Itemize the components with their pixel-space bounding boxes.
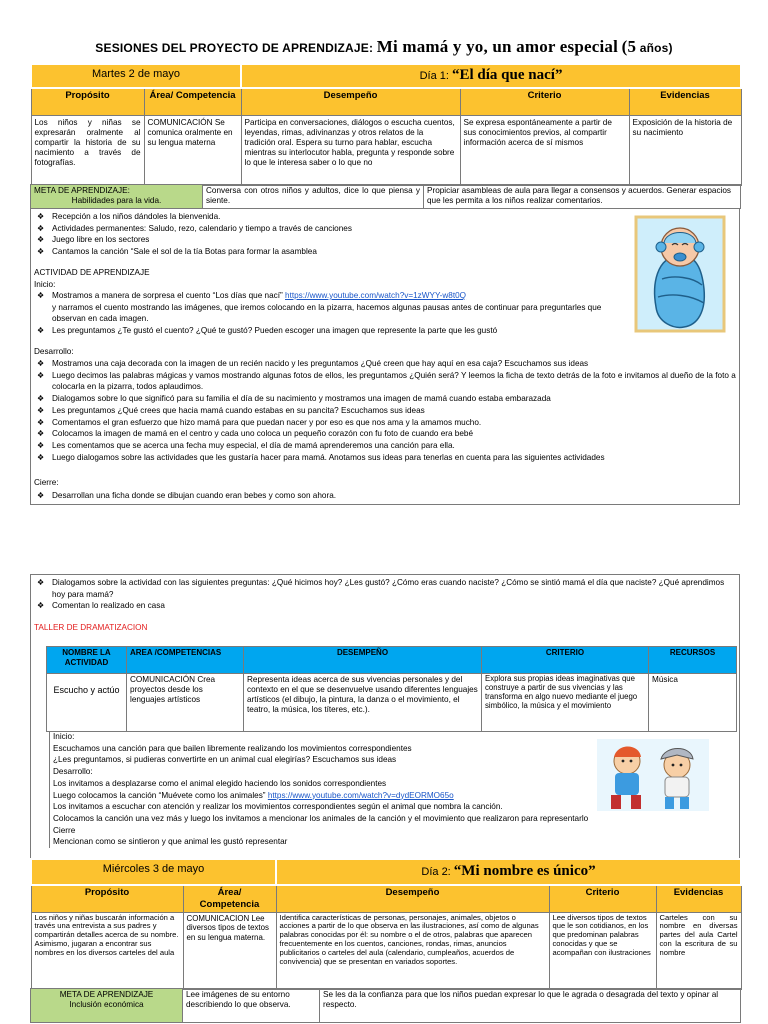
inicio-label: Inicio: bbox=[34, 279, 56, 289]
day1-title-cell bbox=[241, 64, 741, 88]
header-proposito: Propósito bbox=[31, 88, 144, 115]
story-video-link[interactable]: https://www.youtube.com/watch?v=1zWYY-w8t0Q bbox=[285, 291, 467, 300]
title-prefix: SESIONES DEL PROYECTO DE APRENDIZAJE: bbox=[95, 41, 374, 55]
header-evidencias: Evidencias bbox=[656, 885, 741, 912]
taller-line: Los invitamos a desplazarse como el animal elegido haciendo los sonidos correspondientes bbox=[53, 778, 387, 788]
day2-meta-table bbox=[30, 988, 741, 1023]
diamond-bullet-icon: ❖ bbox=[37, 452, 45, 462]
taller-line: Mencionan como se sintieron y que animal les gustó representar bbox=[53, 837, 288, 847]
diamond-bullet-icon: ❖ bbox=[37, 247, 45, 257]
day1-evidencias: Exposición de la historia de su nacimiento bbox=[629, 115, 741, 185]
day2-prefix: Día 2: bbox=[421, 866, 454, 878]
list-item: ❖ Les preguntamos ¿Qué crees que hacia mamá cuando estabas en su pancita? Escuchamos sus ideas bbox=[37, 405, 425, 415]
age-text: años) bbox=[639, 41, 673, 55]
day1-meta-label: META DE APRENDIZAJE: bbox=[34, 186, 130, 195]
page2-box bbox=[30, 574, 740, 864]
taller-line: Colocamos la canción una vez más y luego los invitamos a mencionar los animales de la canción y el movimiento que realizaron para representarlo bbox=[53, 813, 589, 823]
diamond-bullet-icon: ❖ bbox=[37, 578, 45, 587]
diamond-bullet-icon: ❖ bbox=[37, 601, 45, 611]
taller-line: Escuchamos una canción para que bailen libremente realizando los movimientos correspondientes bbox=[53, 743, 412, 753]
header-evidencias: Evidencias bbox=[629, 88, 741, 115]
header-area: Área/ Competencia bbox=[183, 885, 276, 912]
taller-criterio: Explora sus propias ideas imaginativas que construye a partir de sus vivencias y las transforma en algo nuevo mediante el juego simbólico, la música y el movimiento bbox=[482, 674, 649, 732]
diamond-bullet-icon: ❖ bbox=[37, 440, 45, 450]
day2-date-cell bbox=[31, 859, 276, 885]
day1-meta-table bbox=[30, 184, 741, 209]
taller-title: TALLER DE DRAMATIZACION bbox=[34, 623, 148, 632]
day1-proposito: Los niños y niñas se expresarán oralmente al compartir la historia de su nacimiento a través de fotografías. bbox=[31, 115, 144, 185]
day1-meta-cell bbox=[31, 185, 203, 209]
animals-song-link[interactable]: https://www.youtube.com/watch?v=dydEORMO65o bbox=[267, 790, 454, 800]
diamond-bullet-icon: ❖ bbox=[37, 429, 45, 439]
list-item: ❖ Comentamos el gran esfuerzo que hizo mamá para que puedan nacer y por eso es que nos ama y la amamos mucho. bbox=[37, 417, 482, 427]
taller-line: Inicio: bbox=[53, 732, 75, 741]
day1-title: “El día que nací” bbox=[452, 67, 563, 83]
day1-area: COMUNICACIÓN Se comunica oralmente en su lengua materna bbox=[144, 115, 241, 185]
day2-meta-cell bbox=[31, 989, 183, 1023]
day1-routines bbox=[31, 211, 631, 258]
day1-inicio-list bbox=[31, 290, 631, 337]
day1-prefix: Día 1: bbox=[419, 70, 452, 82]
header-criterio: Criterio bbox=[460, 88, 629, 115]
diamond-bullet-icon: ❖ bbox=[37, 223, 45, 233]
list-item: ❖ Les preguntamos ¿Te gustó el cuento? ¿Qué te gustó? Pueden escoger una imagen que represente la parte que les gustó bbox=[37, 326, 498, 336]
taller-name: Escucho y actúo bbox=[47, 674, 127, 732]
list-item: ❖ Comentan lo realizado en casa bbox=[37, 601, 165, 611]
list-item: ❖ Cantamos la canción “Sale el sol de la tía Botas para formar la asamblea bbox=[37, 247, 317, 257]
list-item: ❖ Juego libre en los sectores bbox=[37, 235, 150, 245]
list-item: ❖ Luego dialogamos sobre las actividades que les gustaría hacer para mamá. Anotamos sus ideas para tenerlas en cuenta para las siguientes actividades bbox=[37, 452, 605, 462]
list-item: ❖ Mostramos a manera de sorpresa el cuento “Los días que nací” https://www.youtube.com/watch?v=1zWYY-w8t0Q y narramos el cuento mostrando las imágenes, que iremos colocando en la pizarra, hacemos algunas pausas antes de continuar para preguntarles que observan en cada imagen. bbox=[37, 291, 602, 324]
diamond-bullet-icon: ❖ bbox=[37, 370, 45, 380]
project-name: Mi mamá y yo, un amor especial bbox=[376, 37, 619, 56]
list-item: ❖ Dialogamos sobre lo que significó para su familia el día de su nacimiento y mostramos una imagen de mamá cuando estaba embarazada bbox=[37, 394, 551, 404]
diamond-bullet-icon: ❖ bbox=[37, 326, 45, 336]
taller-header-name: NOMBRE LA ACTIVIDAD bbox=[47, 647, 127, 674]
desarrollo-label: Desarrollo: bbox=[34, 347, 74, 356]
day1-meta-value: Habilidades para la vida. bbox=[71, 196, 162, 205]
header-area: Área/ Competencia bbox=[144, 88, 241, 115]
age-number: (5 bbox=[621, 37, 637, 56]
day2-date: Miércoles 3 de mayo bbox=[102, 863, 205, 875]
diamond-bullet-icon: ❖ bbox=[37, 235, 45, 245]
diamond-bullet-icon: ❖ bbox=[37, 491, 45, 500]
diamond-bullet-icon: ❖ bbox=[37, 212, 45, 221]
diamond-bullet-icon: ❖ bbox=[37, 359, 45, 368]
activity-heading bbox=[34, 267, 150, 290]
day2-meta-desc: Lee imágenes de su entorno describiendo lo que observa. bbox=[183, 989, 320, 1023]
day1-meta-strategy: Propiciar asambleas de aula para llegar a consensos y acuerdos. Generar espacios que les permita a los niños realizar comentarios. bbox=[424, 185, 741, 209]
taller-desempeno: Representa ideas acerca de sus vivencias personales y del contexto en el que se desenvuelve usando diferentes lenguajes artísticos (el dibujo, la pintura, la danza o el movimiento, el teatro, la música, los títeres, etc.). bbox=[244, 674, 482, 732]
taller-table bbox=[46, 646, 737, 732]
taller-line: Luego colocamos la canción “Muévete como los animales” https://www.youtube.com/watch?v=dydEORMO65o bbox=[53, 790, 454, 800]
day2-table bbox=[30, 858, 742, 990]
activity-label: ACTIVIDAD DE APRENDIZAJE bbox=[34, 268, 150, 277]
list-item: ❖ Luego decimos las palabras mágicas y vamos mostrando algunas fotos de ellos, les preguntamos ¿Quién será? Y leemos la ficha de texto detrás de la foto e invitamos al dueño de la foto a colocarla en la pizarra, todos aplaudimos. bbox=[37, 370, 736, 392]
taller-line: Los invitamos a escuchar con atención y realizar los movimientos correspondientes según el animal que nombra la canción. bbox=[53, 802, 503, 812]
list-item: ❖ Recepción a los niños dándoles la bienvenida. bbox=[37, 212, 221, 221]
day1-criterio: Se expresa espontáneamente a partir de sus conocimientos previos, al compartir información acerca de sí mismos bbox=[460, 115, 629, 185]
day2-title-cell bbox=[276, 859, 741, 885]
day1-meta-desc: Conversa con otros niños y adultos, dice lo que piensa y siente. bbox=[203, 185, 424, 209]
header-proposito: Propósito bbox=[31, 885, 183, 912]
children-illustration bbox=[597, 739, 709, 811]
diamond-bullet-icon: ❖ bbox=[37, 394, 45, 404]
day1-date-cell bbox=[31, 64, 241, 88]
header-desempeno: Desempeño bbox=[241, 88, 460, 115]
header-desempeno: Desempeño bbox=[276, 885, 549, 912]
page2-cierre-list bbox=[31, 577, 737, 612]
diamond-bullet-icon: ❖ bbox=[37, 291, 45, 300]
diamond-bullet-icon: ❖ bbox=[37, 417, 45, 427]
diamond-bullet-icon: ❖ bbox=[37, 405, 45, 415]
taller-line: ¿Les preguntamos, si pudieras convertirte en un animal cual elegirías? Escuchamos sus ideas bbox=[53, 755, 397, 765]
taller-line: Cierre bbox=[53, 825, 76, 835]
taller-area: COMUNICACIÓN Crea proyectos desde los lenguajes artísticos bbox=[127, 674, 244, 732]
document-title bbox=[0, 37, 768, 58]
day1-date: Martes 2 de mayo bbox=[91, 68, 181, 80]
day2-desempeno: Identifica características de personas, personajes, animales, objetos o acciones a partir de lo que observa en las ilustraciones, así como de algunas palabras conocidas por él: su nombre o el de otros, palabras que aparecen frecuentemente en los cuentos, canciones, rondas, rimas, anuncios publicitarios o carteles del aula (calendario, cumpleaños, acuerdos de convivencia) que se presentan en variados soportes. bbox=[276, 912, 549, 989]
day2-title: “Mi nombre es único” bbox=[453, 863, 596, 879]
taller-header-area: AREA /COMPETENCIAS bbox=[127, 647, 244, 674]
day2-evidencias: Carteles con su nombre en diversas partes del aula Cartel con la escritura de su nombre bbox=[656, 912, 741, 989]
day2-meta-label: META DE APRENDIZAJE bbox=[59, 990, 154, 999]
baby-illustration bbox=[634, 215, 726, 333]
day1-cierre-list bbox=[31, 490, 731, 502]
day1-desempeno: Participa en conversaciones, diálogos o escucha cuentos, leyendas, rimas, adivinanzas y otros relatos de la tradición oral. Espera su turno para hablar, escucha mientras su interlocutor habla, pregunta y responde sobre lo que le interesa saber o lo que no bbox=[241, 115, 460, 185]
day2-criterio: Lee diversos tipos de textos que le son cotidianos, en los que predominan palabras conocidas y que se acompañan con ilustraciones bbox=[549, 912, 656, 989]
taller-header-criterio: CRITERIO bbox=[482, 647, 649, 674]
day2-meta-value: Inclusión económica bbox=[69, 1000, 144, 1009]
cierre-label: Cierre: bbox=[34, 478, 59, 487]
taller-header-recursos: RECURSOS bbox=[649, 647, 737, 674]
header-criterio: Criterio bbox=[549, 885, 656, 912]
list-item: ❖ Mostramos una caja decorada con la imagen de un recién nacido y les preguntamos ¿Qué creen que hay aquí en esa caja? Escuchamos sus ideas bbox=[37, 359, 589, 368]
list-item: ❖ Actividades permanentes: Saludo, rezo, calendario y tiempo a través de canciones bbox=[37, 223, 352, 233]
list-item: ❖ Dialogamos sobre la actividad con las siguientes preguntas: ¿Qué hicimos hoy? ¿Les gustó? ¿Cómo eras cuando naciste? ¿Cómo se sintió mamá el día que naciste? ¿Qué aprendimos hoy para mamá? bbox=[37, 578, 725, 599]
taller-header-desempeno: DESEMPEÑO bbox=[244, 647, 482, 674]
list-item: ❖ Desarrollan una ficha donde se dibujan cuando eran bebes y como son ahora. bbox=[37, 491, 337, 500]
day2-area: COMUNICACION Lee diversos tipos de textos en su lengua materna. bbox=[183, 912, 276, 989]
day1-table bbox=[30, 63, 742, 186]
list-item: ❖ Colocamos la imagen de mamá en el centro y cada uno coloca un pequeño corazón con fu foto de cuando era bebé bbox=[37, 429, 474, 439]
day2-proposito: Los niños y niñas buscarán información a través una entrevista a sus padres y compartirán detalles acerca de su nombre. Asimismo, jugaran a encontrar sus nombres en los diversos carteles del aula bbox=[31, 912, 183, 989]
list-item: ❖ Les comentamos que se acerca una fecha muy especial, el día de mamá aprenderemos una canción para ella. bbox=[37, 440, 455, 450]
taller-line: Desarrollo: bbox=[53, 767, 93, 777]
day1-desarrollo-list bbox=[31, 358, 737, 463]
day2-meta-strategy: Se les da la confianza para que los niños puedan expresar lo que le agrada o desagrada del texto y opinar al respecto. bbox=[320, 989, 741, 1023]
day1-activity-box bbox=[30, 208, 740, 505]
taller-recursos: Música bbox=[649, 674, 737, 732]
